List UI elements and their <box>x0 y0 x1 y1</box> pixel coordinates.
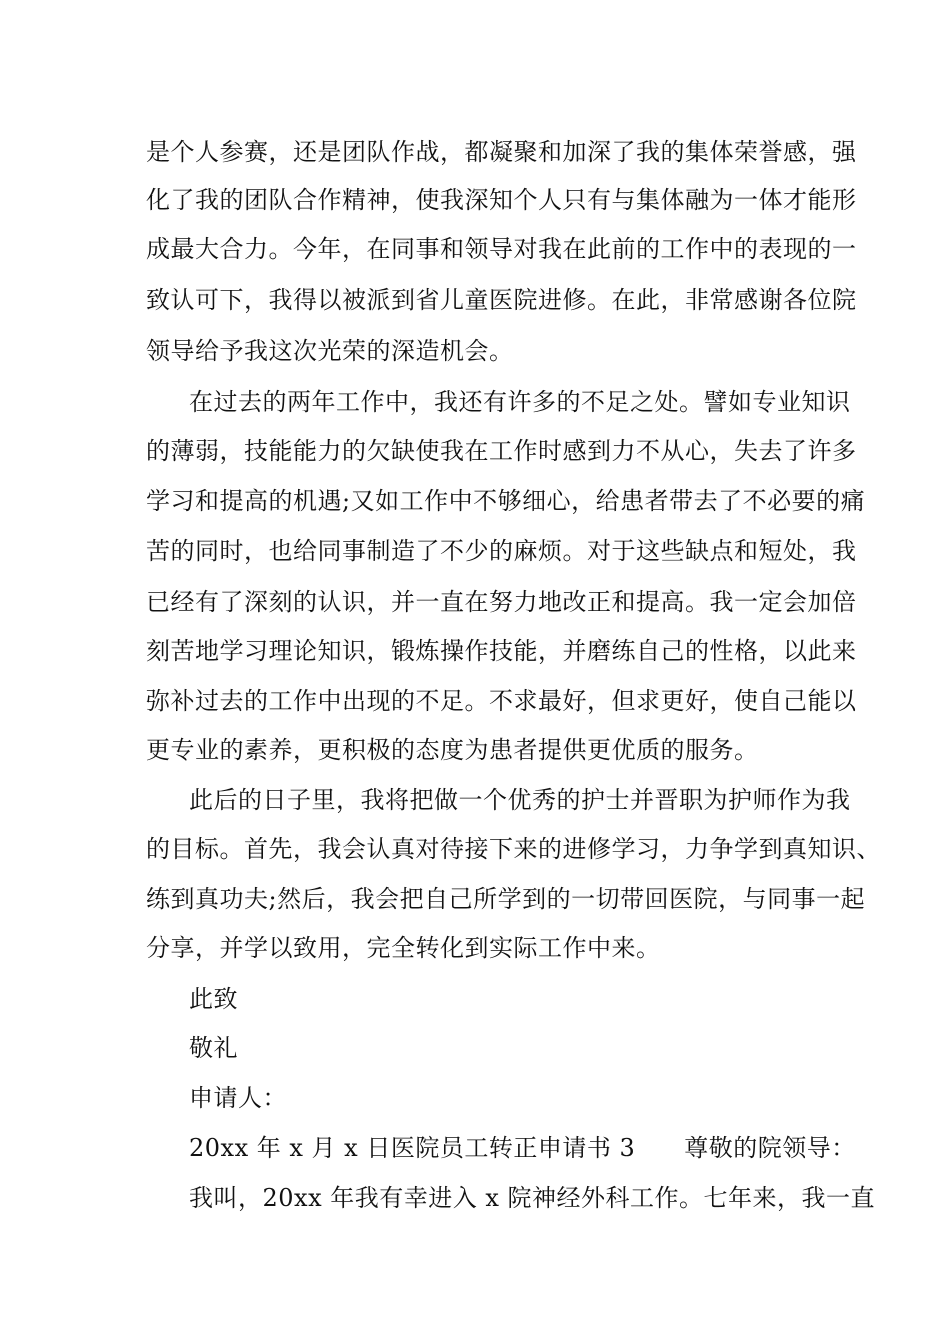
text-line: 领导给予我这次光荣的深造机会。 <box>146 337 514 365</box>
paragraph-start-line: 我叫，20xx 年我有幸进入 x 院神经外科工作。七年来，我一直 <box>189 1184 876 1212</box>
closing-regards: 敬礼 <box>189 1034 238 1062</box>
paragraph-start-line: 在过去的两年工作中，我还有许多的不足之处。譬如专业知识 <box>189 388 851 416</box>
closing-salutation: 此致 <box>189 985 238 1013</box>
text-line: 弥补过去的工作中出现的不足。不求最好，但求更好，使自己能以 <box>146 687 857 715</box>
text-line: 的目标。首先，我会认真对待接下来的进修学习，力争学到真知识、 <box>146 835 881 863</box>
text-line: 刻苦地学习理论知识，锻炼操作技能，并磨练自己的性格，以此来 <box>146 637 857 665</box>
text-line: 分享，并学以致用，完全转化到实际工作中来。 <box>146 934 661 962</box>
text-line: 练到真功夫;然后，我会把自己所学到的一切带回医院，与同事一起 <box>146 885 866 913</box>
applicant-label: 申请人： <box>189 1084 287 1112</box>
text-line: 致认可下，我得以被派到省儿童医院进修。在此，非常感谢各位院 <box>146 286 857 314</box>
paragraph-start-line: 此后的日子里，我将把做一个优秀的护士并晋职为护师作为我 <box>189 786 851 814</box>
text-line: 已经有了深刻的认识，并一直在努力地改正和提高。我一定会加倍 <box>146 588 857 616</box>
text-line: 的薄弱，技能能力的欠缺使我在工作时感到力不从心，失去了许多 <box>146 437 857 465</box>
text-line: 更专业的素养，更积极的态度为患者提供更优质的服务。 <box>146 736 759 764</box>
text-line: 学习和提高的机遇;又如工作中不够细心，给患者带去了不必要的痛 <box>146 487 866 515</box>
text-line: 成最大合力。今年，在同事和领导对我在此前的工作中的表现的一 <box>146 235 857 263</box>
text-line: 苦的同时，也给同事制造了不少的麻烦。对于这些缺点和短处，我 <box>146 537 857 565</box>
text-line: 是个人参赛，还是团队作战，都凝聚和加深了我的集体荣誉感，强 <box>146 138 857 166</box>
text-line: 化了我的团队合作精神，使我深知个人只有与集体融为一体才能形 <box>146 186 857 214</box>
date-and-heading-line: 20xx 年 x 月 x 日医院员工转正申请书 3 尊敬的院领导： <box>189 1134 856 1162</box>
